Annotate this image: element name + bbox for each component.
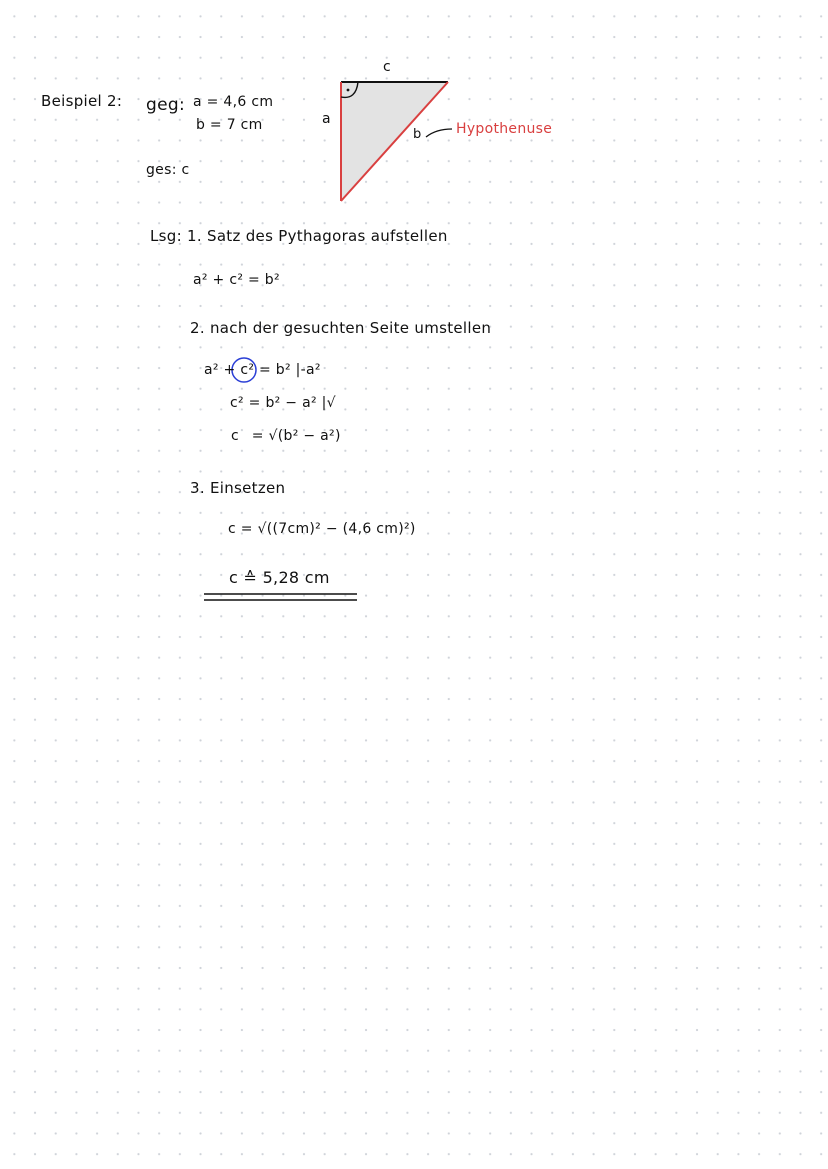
equation-5: c = √((7cm)² − (4,6 cm)²) (228, 521, 416, 537)
sought-label: ges: c (146, 162, 190, 178)
example-title: Beispiel 2: (41, 92, 123, 110)
step-2-heading: 2. nach der gesuchten Seite umstellen (190, 319, 492, 337)
given-a: a = 4,6 cm (193, 94, 274, 110)
hypotenuse-pointer (426, 129, 452, 137)
right-angle-dot (347, 89, 350, 92)
triangle-label-b: b (413, 127, 422, 142)
equation-1: a² + c² = b² (193, 272, 280, 288)
triangle-label-c: c (383, 59, 391, 75)
given-b: b = 7 cm (196, 117, 263, 133)
given-label: geg: (146, 95, 185, 115)
result: c ≙ 5,28 cm (229, 568, 330, 587)
hypotenuse-label: Hypothenuse (456, 121, 553, 137)
step-3-heading: 3. Einsetzen (190, 479, 286, 497)
triangle-label-a: a (322, 111, 331, 127)
equation-2-right: = b² |-a² (254, 362, 321, 378)
equation-3: c² = b² − a² |√ (230, 395, 336, 411)
equation-4 (231, 429, 341, 443)
equation-4-right: = √(b² − a²) (251, 428, 341, 444)
equation-2 (204, 363, 321, 377)
equation-2-left: a² + (204, 362, 241, 378)
equation-2-circled: c² (240, 362, 255, 378)
solution-intro: Lsg: 1. Satz des Pythagoras aufstellen (150, 227, 448, 245)
equation-4-left: c (231, 428, 239, 444)
